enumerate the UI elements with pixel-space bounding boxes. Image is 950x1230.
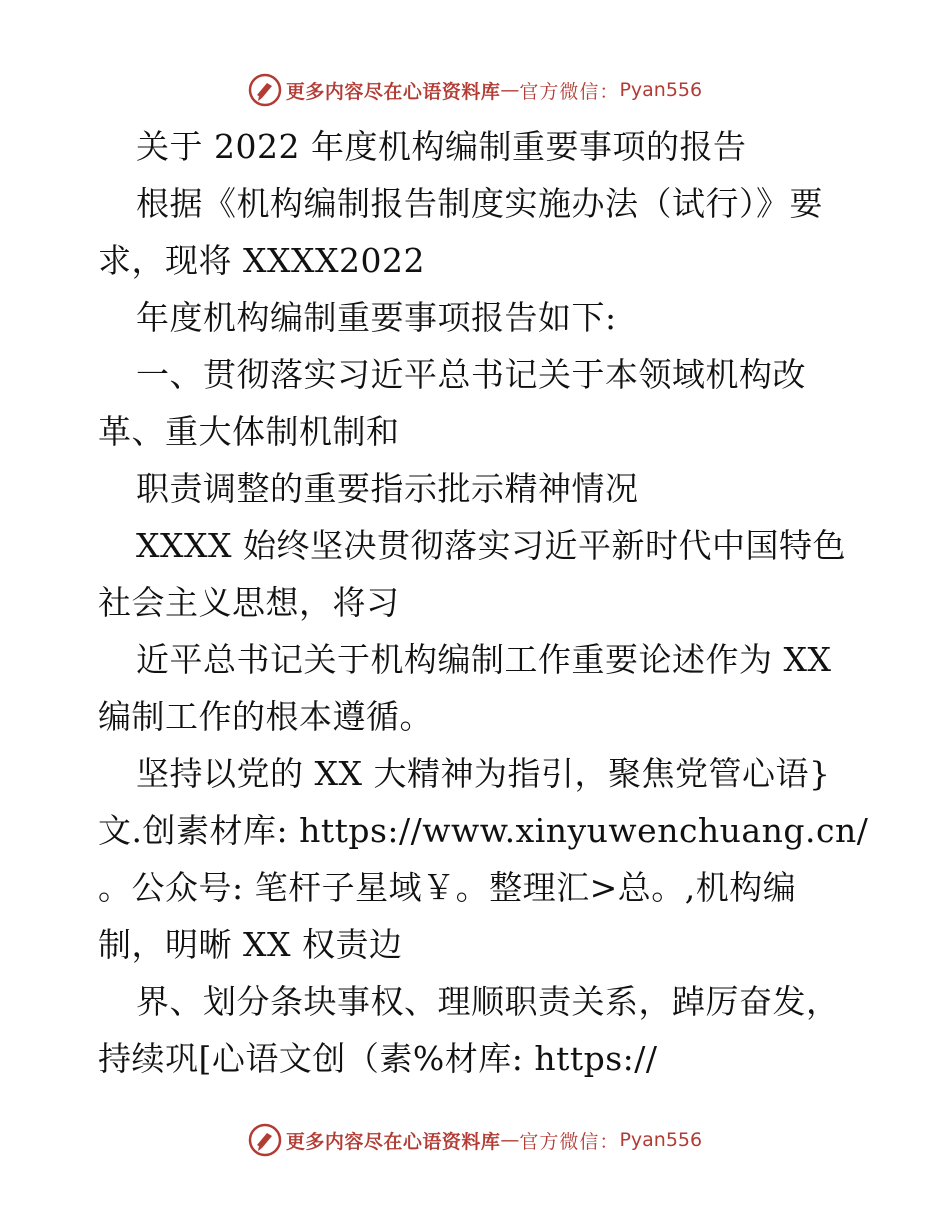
section-heading-line: 一、贯彻落实习近平总书记关于本领域机构改 bbox=[136, 355, 806, 394]
paragraph-line: 。公众号: 笔杆子星域￥。整理汇>总。,机构编 bbox=[98, 868, 797, 907]
paragraph-line: 根据《机构编制报告制度实施办法（试行）》要 bbox=[136, 184, 823, 223]
banner-dash: — bbox=[500, 1129, 520, 1151]
paragraph-line: 社会主义思想，将习 bbox=[98, 583, 400, 622]
logo-icon bbox=[248, 1123, 282, 1157]
paragraph-line: 编制工作的根本遵循。 bbox=[98, 697, 433, 736]
paragraph-line: 界、划分条块事权、理顺职责关系，踔厉奋发， bbox=[136, 982, 840, 1021]
banner-brand: 更多内容尽在心语资料库 bbox=[285, 80, 501, 103]
paragraph-line: 制，明晰 XX 权责边 bbox=[98, 925, 403, 964]
document-title: 关于 2022 年度机构编制重要事项的报告 bbox=[136, 127, 747, 166]
paragraph-line: 持续巩[心语文创（素%材库: https:// bbox=[98, 1039, 658, 1078]
banner-brand: 更多内容尽在心语资料库 bbox=[285, 1130, 501, 1153]
paragraph-line: XXXX 始终坚决贯彻落实习近平新时代中国特色 bbox=[136, 526, 846, 565]
paragraph-line: 求，现将 XXXX2022 bbox=[98, 241, 425, 280]
footer-banner bbox=[0, 1120, 950, 1160]
paragraph-line: 年度机构编制重要事项报告如下: bbox=[136, 298, 617, 337]
section-heading-line: 革、重大体制机制和 bbox=[98, 412, 400, 451]
banner-wechat-handle: Pyan556 bbox=[619, 1129, 703, 1151]
document-body bbox=[98, 118, 869, 1087]
paragraph-line: 近平总书记关于机构编制工作重要论述作为 XX bbox=[136, 640, 832, 679]
banner-official-label: 官方微信： bbox=[519, 1130, 620, 1153]
paragraph-line: 文.创素材库: https://www.xinyuwenchuang.cn/ bbox=[98, 811, 869, 850]
section-heading-line: 职责调整的重要指示批示精神情况 bbox=[136, 469, 639, 508]
paragraph-line: 坚持以党的 XX 大精神为指引，聚焦党管心语} bbox=[136, 754, 831, 793]
banner-wechat-handle: Pyan556 bbox=[619, 79, 703, 101]
header-banner bbox=[0, 70, 950, 110]
logo-icon bbox=[248, 73, 282, 107]
banner-dash: — bbox=[500, 79, 520, 101]
banner-official-label: 官方微信： bbox=[519, 80, 620, 103]
